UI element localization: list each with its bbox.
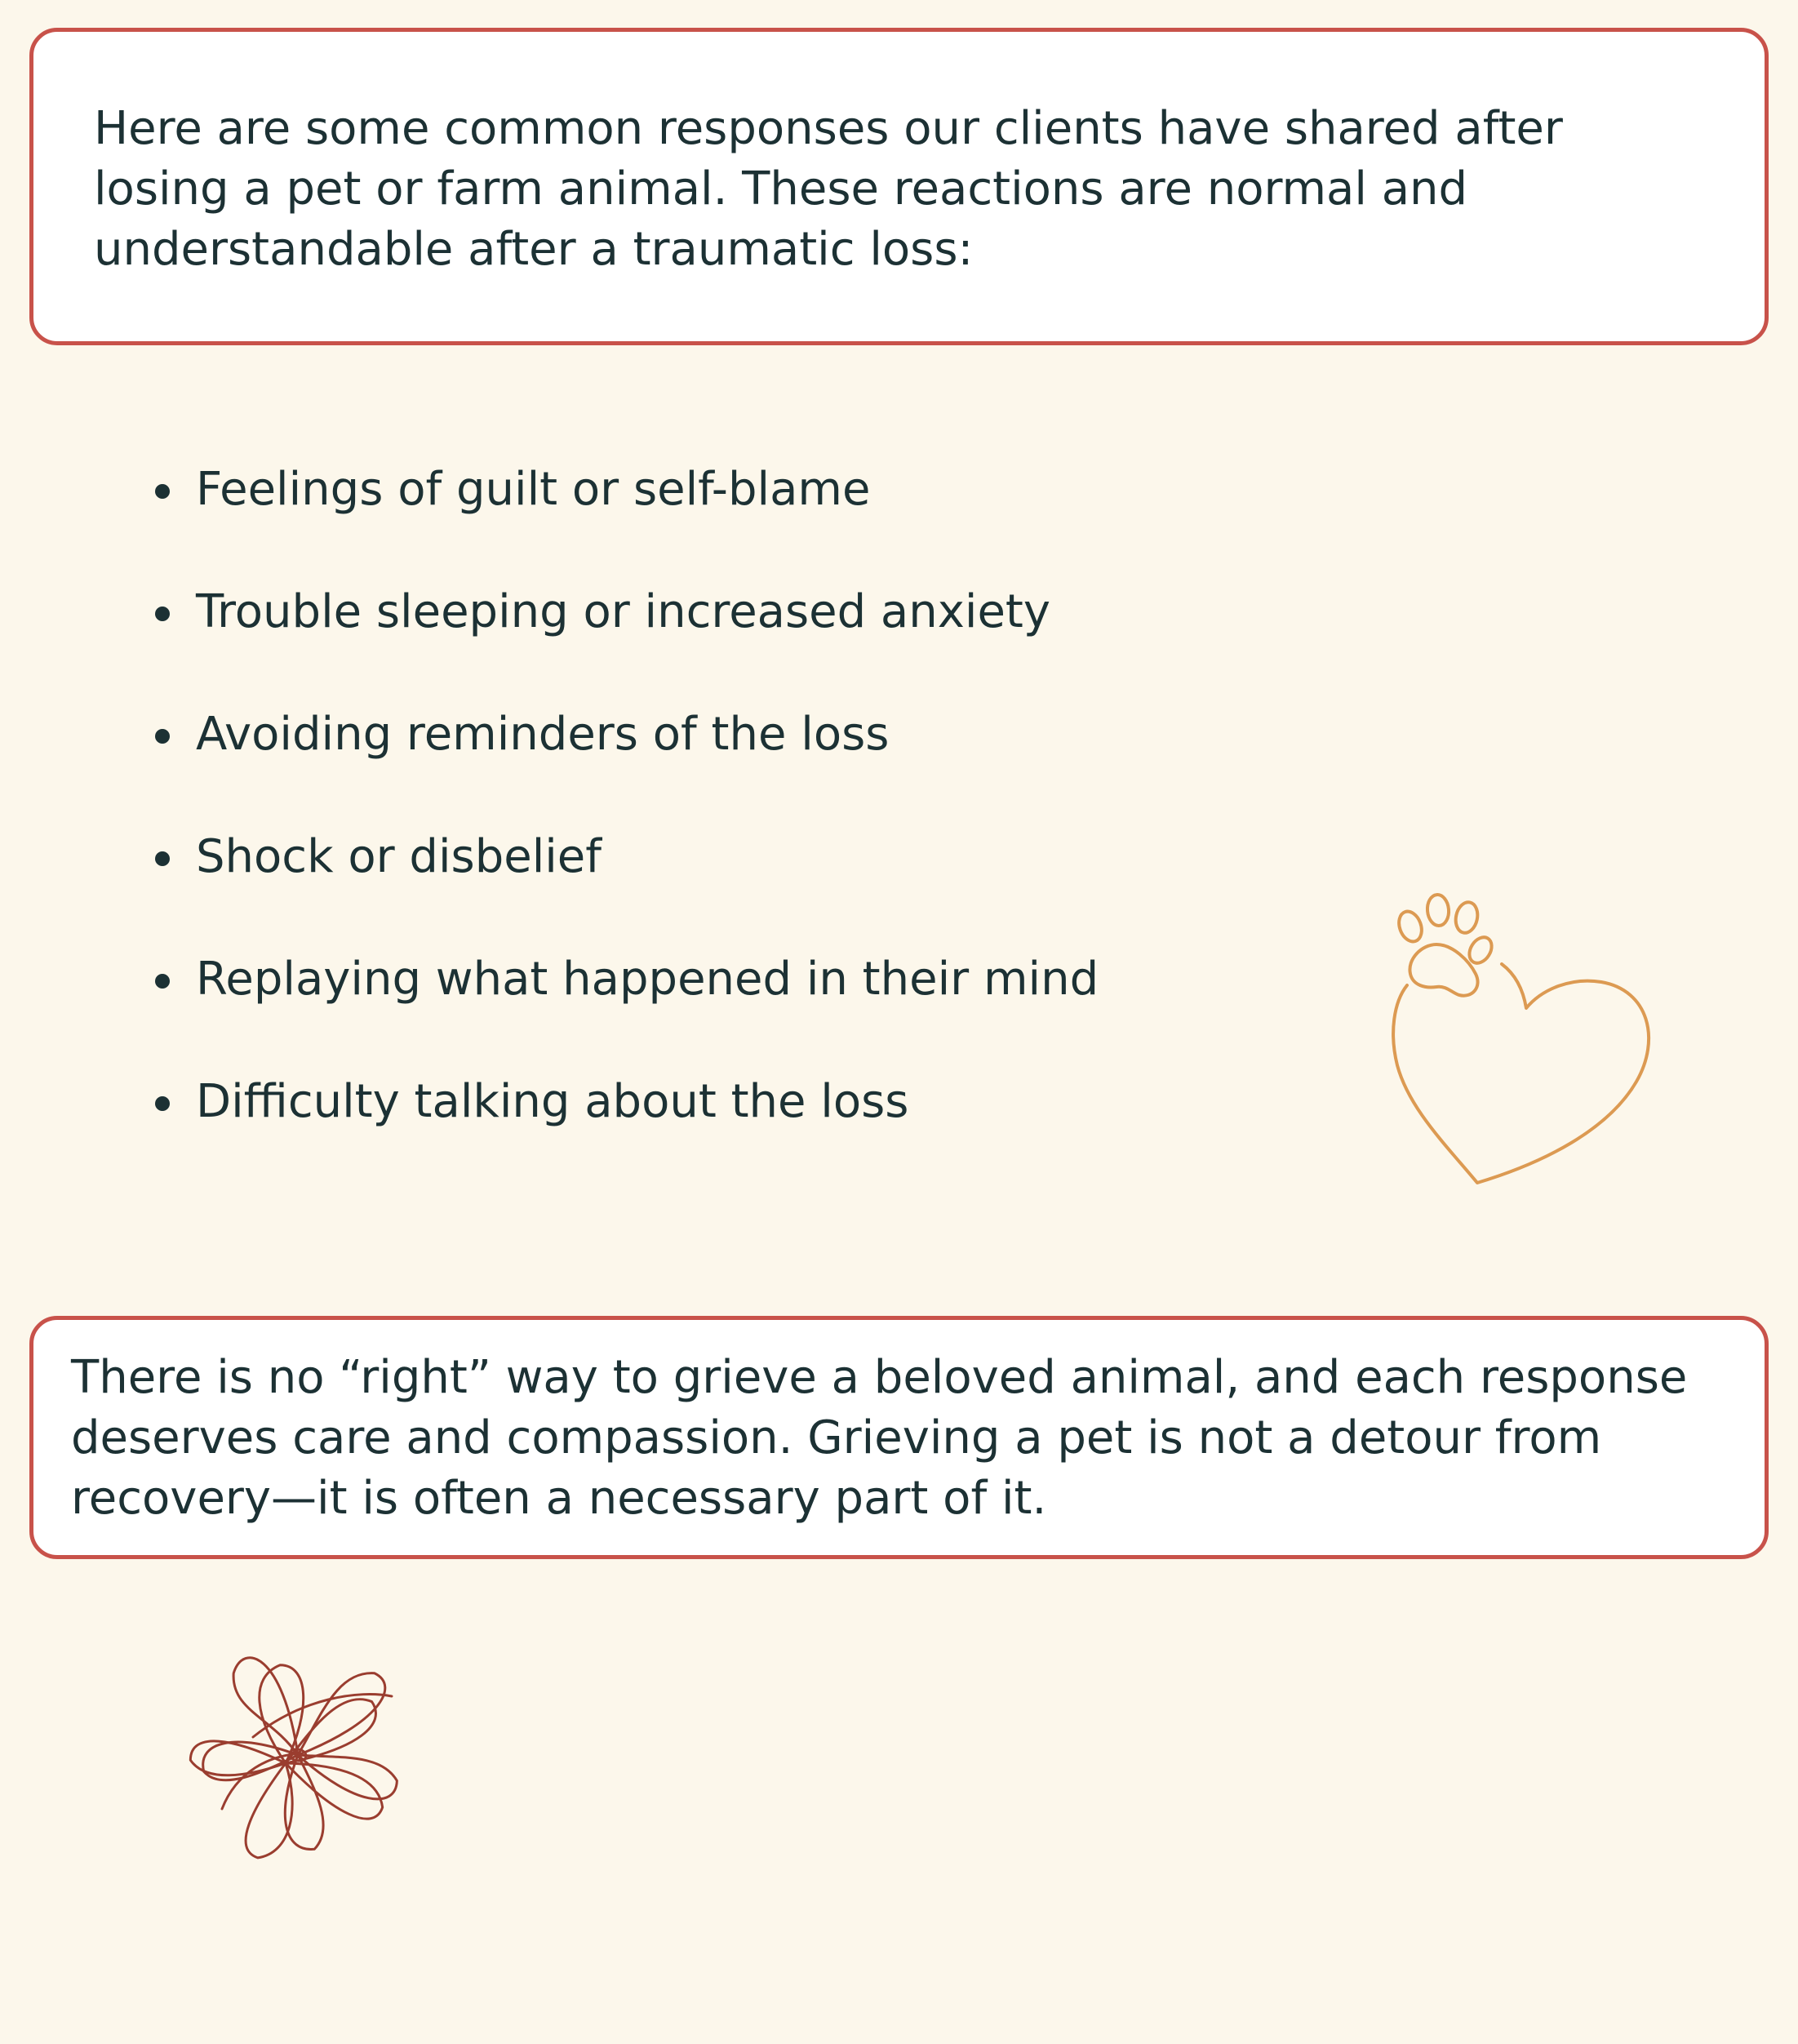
list-item: Shock or disbelief	[196, 824, 1339, 890]
list-item: Trouble sleeping or increased anxiety	[196, 580, 1339, 645]
flower-outline-icon	[147, 1633, 571, 2000]
list-item: Replaying what happened in their mind	[196, 947, 1339, 1012]
closing-callout	[29, 1316, 1769, 1559]
list-item: Feelings of guilt or self-blame	[196, 457, 1339, 522]
intro-text: Here are some common responses our clients have shared after losing a pet or farm animal. These reactions are normal and understandable after a traumatic loss:	[94, 102, 1563, 276]
list-item: Difficulty talking about the loss	[196, 1069, 1339, 1135]
list-item: Avoiding reminders of the loss	[196, 702, 1339, 767]
paw-heart-icon	[1379, 886, 1657, 1192]
intro-callout	[29, 28, 1769, 345]
closing-text: There is no “right” way to grieve a beloved animal, and each response deserves care and compassion. Grieving a pet is not a detour from recovery—it is often a necessary part of it.	[71, 1351, 1688, 1525]
